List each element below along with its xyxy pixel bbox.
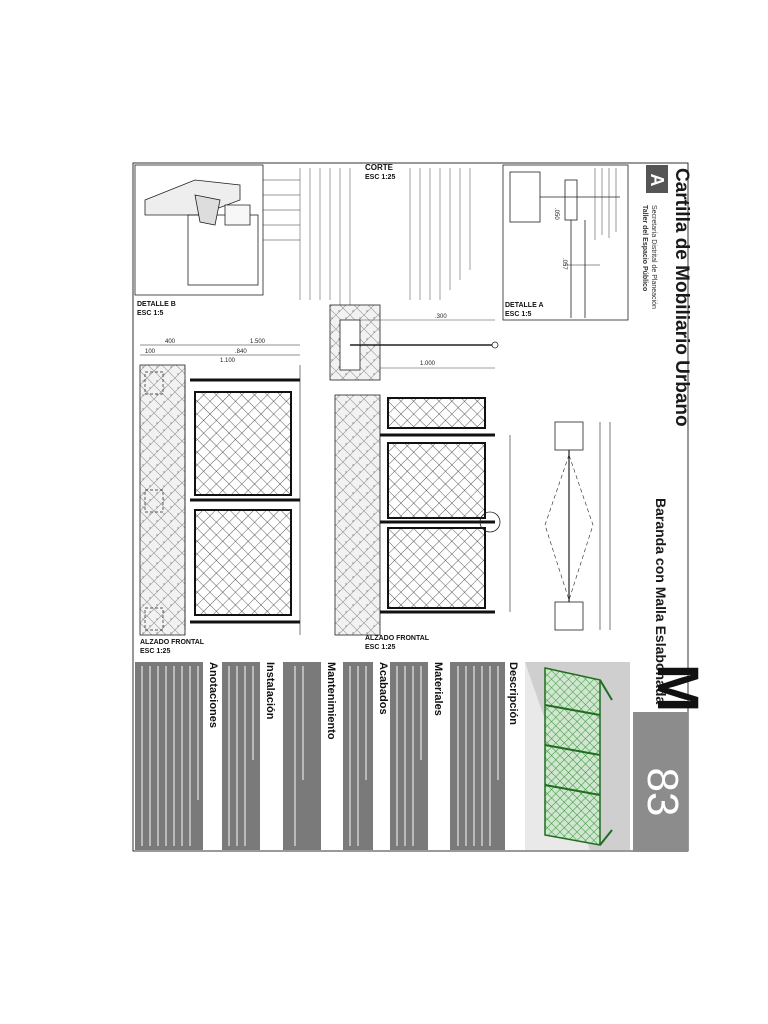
maintenance-heading: Mantenimiento [325,662,337,740]
front-elevation-1-title: ALZADO FRONTAL [140,639,205,646]
notes-panel [135,662,203,850]
detail-b-drawing [135,165,300,317]
dim-400: 400 [165,339,176,345]
finishes-heading: Acabados [377,662,389,715]
maintenance-panel [283,662,321,850]
header [641,165,692,704]
front-elevation-2-scale: ESC 1:25 [365,644,396,651]
dim-section-width: 1.000 [420,361,436,367]
plan-view [545,422,610,630]
section-scale: ESC 1:25 [365,174,396,181]
installation-panel [222,662,260,850]
dim-050: .050 [553,208,559,220]
detail-b-scale: ESC 1:5 [137,310,164,317]
dim-840: .840 [235,349,247,355]
railing-render [525,662,630,850]
materials-panel [390,662,428,850]
item-name: Baranda con Malla Eslabonada [653,498,669,705]
sheet-code [633,664,710,852]
materials-heading: Materiales [432,662,444,716]
section-title: CORTE [365,163,393,172]
front-elevation-2-title: ALZADO FRONTAL [365,635,430,642]
front-elevation-1 [140,339,300,655]
page-title: Cartilla de Mobiliario Urbano [671,168,692,427]
dim-057: .057 [561,258,567,270]
detail-b-title: DETALLE B [137,301,176,308]
logo-letter: A [647,173,667,187]
code-letter: M [645,663,710,713]
section-drawing [330,163,498,380]
front-elevation-1-scale: ESC 1:25 [140,648,171,655]
detail-a-scale: ESC 1:5 [505,311,532,318]
detail-a-drawing [503,165,628,320]
dim-100: 100 [145,349,156,355]
text-panels [135,662,519,850]
org-line-1: Secretaría Distrital de Planeación [650,205,657,309]
dim-1500: 1.500 [250,339,266,345]
dim-1100: 1.100 [220,358,236,364]
notes-heading: Anotaciones [207,662,219,729]
dim-section-top: .300 [435,314,447,320]
org-line-2: Taller del Espacio Público [641,205,648,292]
installation-heading: Instalación [264,662,276,720]
detail-a-title: DETALLE A [505,302,544,309]
description-heading: Descripción [507,662,519,725]
annotation-leaders [300,168,470,310]
code-number: 83 [638,767,687,817]
front-elevation-2 [335,395,510,651]
